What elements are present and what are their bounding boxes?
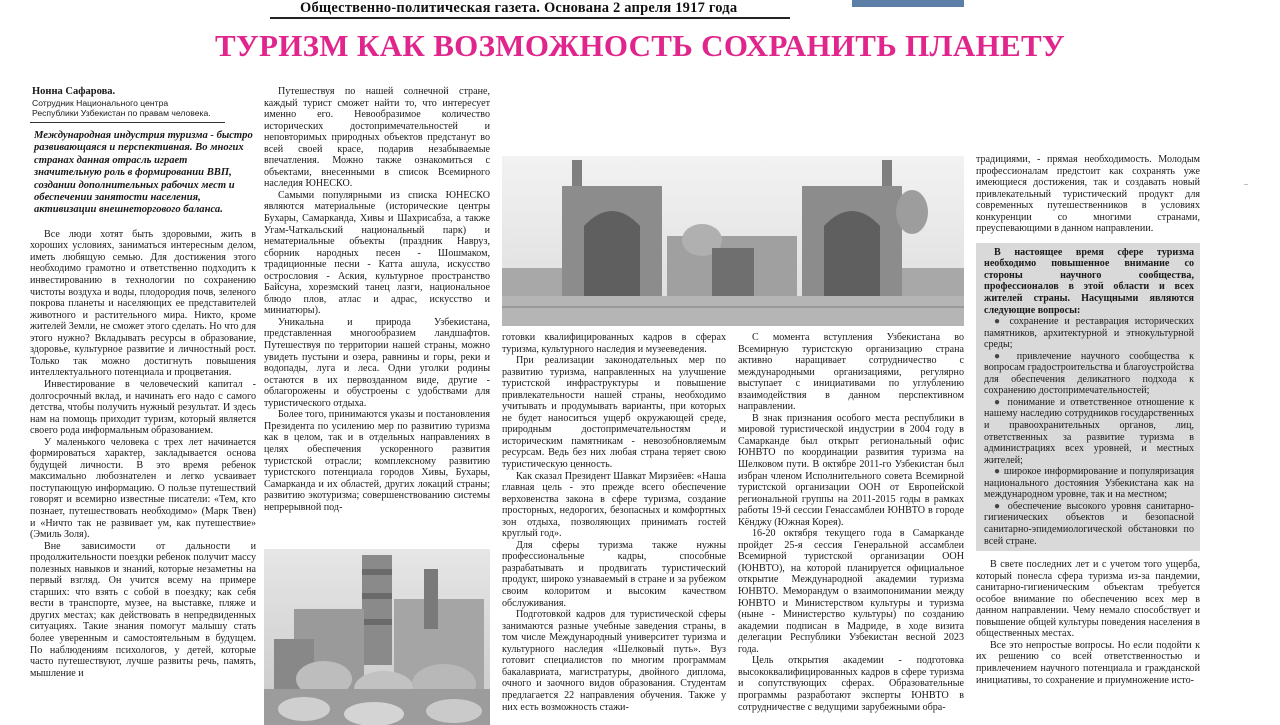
body-paragraph: При реализации законодательных мер по развитию туризма, направленных на улучшение туристской инфраструктуры и повышение привлекательности нашей страны, необходимо учитывать и продумывать варианты, при которых не будет наноситься ущерб окружающей среде, природным достопримечательностям и историческим памятникам - невозобновляемым ресурсам. Ведь без них любая страна теряет свою туристическую ценность.	[502, 355, 726, 471]
body-paragraph: Все люди хотят быть здоровыми, жить в хороших условиях, заниматься интересным делом, иметь любящую семью. Для достижения этого необходимо грамотно и ответственно подходить к инвестированию в технологии по сохранению чистоты воздуха и воды, плодородия почв, зеленого покрова планеты и населяющих ее представителей животного и растительного мира. Никто, кроме жителей Земли, не сможет этого сделать. Но что для этого нужно? Вкладывать ресурсы в образование, здоровье, культурное развитие и личностный рост. Только так можно достигнуть повышения интеллектуального потенциала и процветания.	[30, 228, 256, 379]
body-paragraph: У маленького человека с трех лет начинается формироваться характер, закладывается основа будущей личности. В это время ребенок максимально любознателен и легко усваивает поступающую информацию. О пользе путешествий говорят и всемирно известные писатели: «Тем, кто познает, путешествовать необходимо» (Марк Твен) и «Ничто так не развивает ум, как путешествие» (Эмиль Золя).	[30, 436, 256, 541]
author-name: Нонна Сафарова.	[32, 86, 116, 97]
column-2	[264, 86, 490, 541]
bullet-icon: ●	[994, 316, 1010, 328]
body-paragraph: Подготовкой кадров для туристической сферы занимаются разные учебные заведения страны, в том числе Международный университет туризма и культурного наследия «Шелковый путь». Вуз готовит специалистов по многим программам бакалавриата, магистратуры, двойного диплома, очного и заочного видов образования. Студентам предлагается 22 направления обучения. Также у них есть возможность стажи-	[502, 609, 726, 713]
bullet-icon: ●	[994, 350, 1017, 362]
body-paragraph: Путешествуя по нашей солнечной стране, каждый турист сможет найти то, что интересует именно его. Невообразимое количество исторических достопримечательностей и неповторимых природных объектов предстанут во всей своей красе, подарив незабываемые впечатления. Можно также ознакомиться с объектами, внесенными в список Всемирного наследия ЮНЕСКО.	[264, 86, 490, 190]
key-issue-item: ● привлечение научного сообщества к вопросам градостроительства и благоустройства для обеспечения деликатного подхода к сохранению достопримечательностей;	[984, 350, 1194, 397]
body-paragraph: традициями, - прямая необходимость. Молодым профессионалам предстоит как сохранять уже имеющиеся достижения, так и создавать новый привлекательный туристический продукт для современных путешественников в условиях конкуренции со многими странами, преуспевающими в данном направлении.	[976, 154, 1200, 235]
key-issue-item: ● широкое информирование и популяризация национального достояния Узбекистана как на международном уровне, так и на местном;	[984, 466, 1195, 501]
body-paragraph: Все это непростые вопросы. Но если подойти к их решению со всей ответственностью и привлечением научного потенциала и гражданской инициативы, то сохранение и приумножение исто-	[976, 639, 1200, 686]
registan-photo	[502, 156, 964, 326]
masthead-corner-box	[852, 0, 964, 7]
masthead-rule	[270, 17, 790, 19]
body-paragraph: С момента вступления Узбекистана во Всемирную туристскую организацию страна активно наращивает сотрудничество с международными организациями, регулярно выступает с инициативами по углублению взаимодействия в данном перспективном направлении.	[738, 332, 964, 413]
bullet-icon: ●	[994, 500, 1008, 512]
body-paragraph: В свете последних лет и с учетом того ущерба, который понесла сфера туризма из-за пандемии, санитарно-гигиеническим объектам требуется особое внимание по обеспечению всех мер в данном направлении. Чему немало способствует и повышение общей культуры поведения населения в общественных местах.	[976, 559, 1200, 640]
article-headline: ТУРИЗМ КАК ВОЗМОЖНОСТЬ СОХРАНИТЬ ПЛАНЕТУ	[214, 28, 1066, 63]
body-paragraph: Инвестирование в человеческий капитал - долгосрочный вклад, и начинать его надо с самого детства, чтобы получить нужный результат. И здесь нам на помощь приходит туризм, который является своего рода информальным образованием.	[30, 378, 256, 437]
body-paragraph: В знак признания особого места республики в мировой туристической индустрии в 2004 году в Самарканде был открыт региональный офис ЮНВТО по координации развития туризма на Шелковом пути. В октябре 2011-го Узбекистан был избран членом Исполнительного совета Всемирной туристской организации ООН от Европейской региональной группы на 2011-2015 годы в рамках работы 19-й сессии Генассамблеи ЮНВТО в городе Кёнджу (Южная Корея).	[738, 412, 964, 528]
body-paragraph: Цель открытия академии - подготовка высококвалифицированных кадров в сфере туризма и сопутствующих сферах. Образовательные программы разработают эксперты ЮНВТО в сотрудничестве с ведущими зарубежными обра-	[738, 655, 964, 713]
author-role-line-1: Сотрудник Национального центра	[32, 98, 169, 108]
column-4	[738, 332, 964, 725]
column-5	[976, 154, 1200, 725]
bullet-icon: ●	[994, 396, 1008, 408]
key-issue-item: ● обеспечение высокого уровня санитарно-гигиенических объектов и безопасной санитарно-эпидемиологической обстановки по всей стране.	[984, 500, 1194, 547]
article-lead: Международная индустрия туризма - быстро развивающаяся и перспективная. Во многих странах данная отрасль играет значительную роль в формировании ВВП, создании дополнительных рабочих мест и обеспечении занятости населения, активизации внешнеторгового баланса.	[34, 130, 253, 216]
key-issue-item: ● понимание и ответственное отношение к нашему наследию сотрудников государственных и правоохранительных органов, лиц, ответственных за развитие туризма в администрациях всех уровней, и местных жителей;	[984, 396, 1195, 466]
bullet-icon: ●	[994, 466, 1004, 478]
body-paragraph: Уникальна и природа Узбекистана, представленная многообразием ландшафтов. Путешествуя по территории нашей страны, можно увидеть пустыни и озера, равнины и горы, реки и водопады, луга и леса. Одни уголки родины остаются в их первозданном виде, другие - облагорожены и обустроены с удобствами для туристического отдыха.	[264, 316, 490, 409]
masthead-tagline: Общественно-политическая газета. Основана 2 апреля 1917 года	[300, 0, 738, 16]
body-paragraph: Более того, принимаются указы и постановления Президента по усилению мер по развитию туризма как в целом, так и в отдельных направлениях в целях обеспечения ускоренного развития туристской отрасли; комплексному развитию туристского потенциала городов Хивы, Бухары, Самарканда и их областей, других локаций страны; развитию экотуризма; совершенствованию системы непрерывной под-	[264, 409, 490, 513]
khiva-photo	[264, 549, 490, 725]
column-1	[30, 86, 256, 725]
body-paragraph: Как сказал Президент Шавкат Мирзиёев: «Наша главная цель - это прежде всего обеспечение верховенства закона в сфере туризма, создание просторных, недорогих, безопасных и комфортных зон отдыха, позволяющих принимать гостей круглый год».	[502, 470, 726, 540]
key-issues-box	[976, 243, 1200, 551]
body-paragraph: Самыми популярными из списка ЮНЕСКО являются материальные (исторические центры Бухары, Самарканда, Хивы и Шахрисабза, а также Угам-Чаткальский национальный парк) и нематериальные объекты (праздник Навруз, сборник народных песен - Шошмаком, традиционные песни - Катта ашула, искусство острословия - Аския, культурное пространство Байсуна, хорезмский танец лазги, национальное блюдо плов, атлас и адрас, искусство и миниатюры).	[264, 189, 490, 317]
body-paragraph: 16-20 октября текущего года в Самарканде пройдет 25-я сессия Генеральной ассамблеи Всемирной туристской организации ООН (ЮНВТО), на которой планируется официальное открытие Международной академии туризма ЮНВТО. Меморандум о взаимопонимании между ЮНВТО и Министерством культуры и туризма (ныне - Министерство культуры) по созданию академии подписан в Мадриде, в ходе визита делегации Республики Узбекистан весной 2023 года.	[738, 528, 964, 655]
author-role-line-2: Республики Узбекистан по правам человека.	[32, 108, 211, 118]
key-issues-intro: В настоящее время сфере туризма необходимо повышенное внимание со стороны научного сообщества, профессионалов в этой области и всех жителей страны. Насущными являются следующие вопросы:	[984, 246, 1194, 316]
column-3	[502, 332, 726, 725]
author-divider	[30, 122, 225, 123]
key-issue-item: ● сохранение и реставрация исторических памятников, архитектурной и этнокультурной среды;	[984, 316, 1194, 351]
body-paragraph: Вне зависимости от дальности и продолжительности поездки ребенок получит массу полезных навыков и знаний, которые незаметны на первый взгляд. Он учится всему на примере старших: что взять с собой в поездку; как себя вести в транспорте, музее, на выставке, пляже и других местах; как действовать в непредвиденных ситуациях. Такие знания помогут малышу стать более уверенным и самостоятельным в будущем. По наблюдениям психологов, у детей, которые часто путешествуют, лучше развиты речь, память, мышление и	[30, 540, 256, 679]
body-paragraph: Для сферы туризма также нужны профессиональные кадры, способные разрабатывать и продвигать туристический продукт, широко узнаваемый в стране и за рубежом своим колоритом и высоким качеством обслуживания.	[502, 539, 726, 609]
body-paragraph: готовки квалифицированных кадров в сферах туризма, культурного наследия и музееведения.	[502, 332, 726, 355]
margin-mark: ..	[1244, 178, 1248, 187]
